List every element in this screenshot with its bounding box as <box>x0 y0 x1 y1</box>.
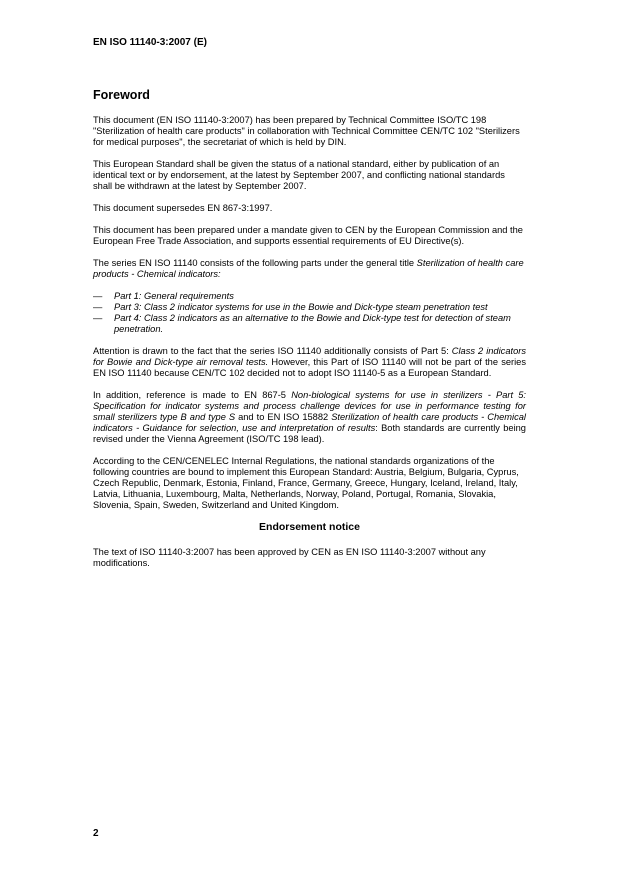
foreword-paragraph-8: According to the CEN/CENELEC Internal Regulations, the national standards organizations of the following countries are bound to implement this European Standard: Austria, Belgium, Bulgaria, Cyprus, Czech Republic, Denmark, Estonia, Finland, France, Germany, Greece, Hungary, Iceland, Ireland, Italy, Latvia, Lithuania, Luxembourg, Malta, Netherlands, Norway, Poland, Portugal, Romania, Slovakia, Slovenia, Spain, Sweden, Switzerland and United Kingdom. <box>93 456 519 510</box>
list-item-text: Part 1: General requirements <box>114 291 234 301</box>
page-number: 2 <box>93 828 99 839</box>
list-dash: — <box>93 313 103 323</box>
list-item <box>93 291 526 302</box>
p6-text-a: Attention is drawn to the fact that the series ISO 11140 additionally consists of Part 5: <box>93 346 452 356</box>
p7-text-e: : Both standards are currently being revised under the Vienna Agreement (ISO/TC 198 lead). <box>93 423 526 444</box>
foreword-paragraph-5 <box>93 258 526 280</box>
list-item <box>93 302 526 313</box>
list-item <box>93 313 526 335</box>
p7-text-c: and to EN ISO 15882 <box>235 412 332 422</box>
series-intro-text: The series EN ISO 11140 consists of the following parts under the general title <box>93 258 417 268</box>
endorsement-heading: Endorsement notice <box>259 521 360 533</box>
foreword-paragraph-3: This document supersedes EN 867-3:1997. <box>93 203 273 213</box>
list-dash: — <box>93 291 103 301</box>
foreword-paragraph-4: This document has been prepared under a mandate given to CEN by the European Commission and the European Free Trade Association, and supports essential requirements of EU Directive(s). <box>93 225 523 246</box>
p7-en867-title: Non-biological systems for use in sterilizers - Part 5: Specification for indicator systems and process challenge devices for use in performance testing for small sterilizers type B and type S <box>93 390 527 422</box>
list-dash: — <box>93 302 103 312</box>
p7-text-a: In addition, reference is made to EN 867-5 <box>93 390 292 400</box>
p6-part5-title: Class 2 indicators for Bowie and Dick-type air removal tests. <box>93 346 526 367</box>
foreword-paragraph-1: This document (EN ISO 11140-3:2007) has been prepared by Technical Committee ISO/TC 198 "Sterilization of health care products" in collaboration with Technical Committee CEN/TC 102 "Sterilizers for medical purposes", the secretariat of which is held by DIN. <box>93 115 520 147</box>
list-item-text: Part 4: Class 2 indicators as an alternative to the Bowie and Dick-type test for detection of steam penetration. <box>114 313 511 334</box>
foreword-paragraph-6 <box>93 346 526 379</box>
p7-en15882-title: Sterilization of health care products - Chemical indicators - Guidance for selection, use and interpretation of results <box>93 412 526 433</box>
series-title: Sterilization of health care products - Chemical indicators: <box>93 258 524 279</box>
endorsement-text: The text of ISO 11140-3:2007 has been approved by CEN as EN ISO 11140-3:2007 without any modifications. <box>93 547 486 568</box>
foreword-heading: Foreword <box>93 88 150 102</box>
parts-list <box>93 291 526 335</box>
p6-text-c: However, this Part of ISO 11140 will not be part of the series EN ISO 11140 because CEN/TC 102 decided not to adopt ISO 11140-5 as a European Standard. <box>93 357 526 378</box>
document-header: EN ISO 11140-3:2007 (E) <box>93 37 207 48</box>
page-content <box>93 90 526 580</box>
foreword-paragraph-7 <box>93 390 526 445</box>
list-item-text: Part 3: Class 2 indicator systems for use in the Bowie and Dick-type steam penetration test <box>114 302 488 312</box>
foreword-paragraph-2: This European Standard shall be given the status of a national standard, either by publication of an identical text or by endorsement, at the latest by September 2007, and conflicting national standards shall be withdrawn at the latest by September 2007. <box>93 159 505 191</box>
